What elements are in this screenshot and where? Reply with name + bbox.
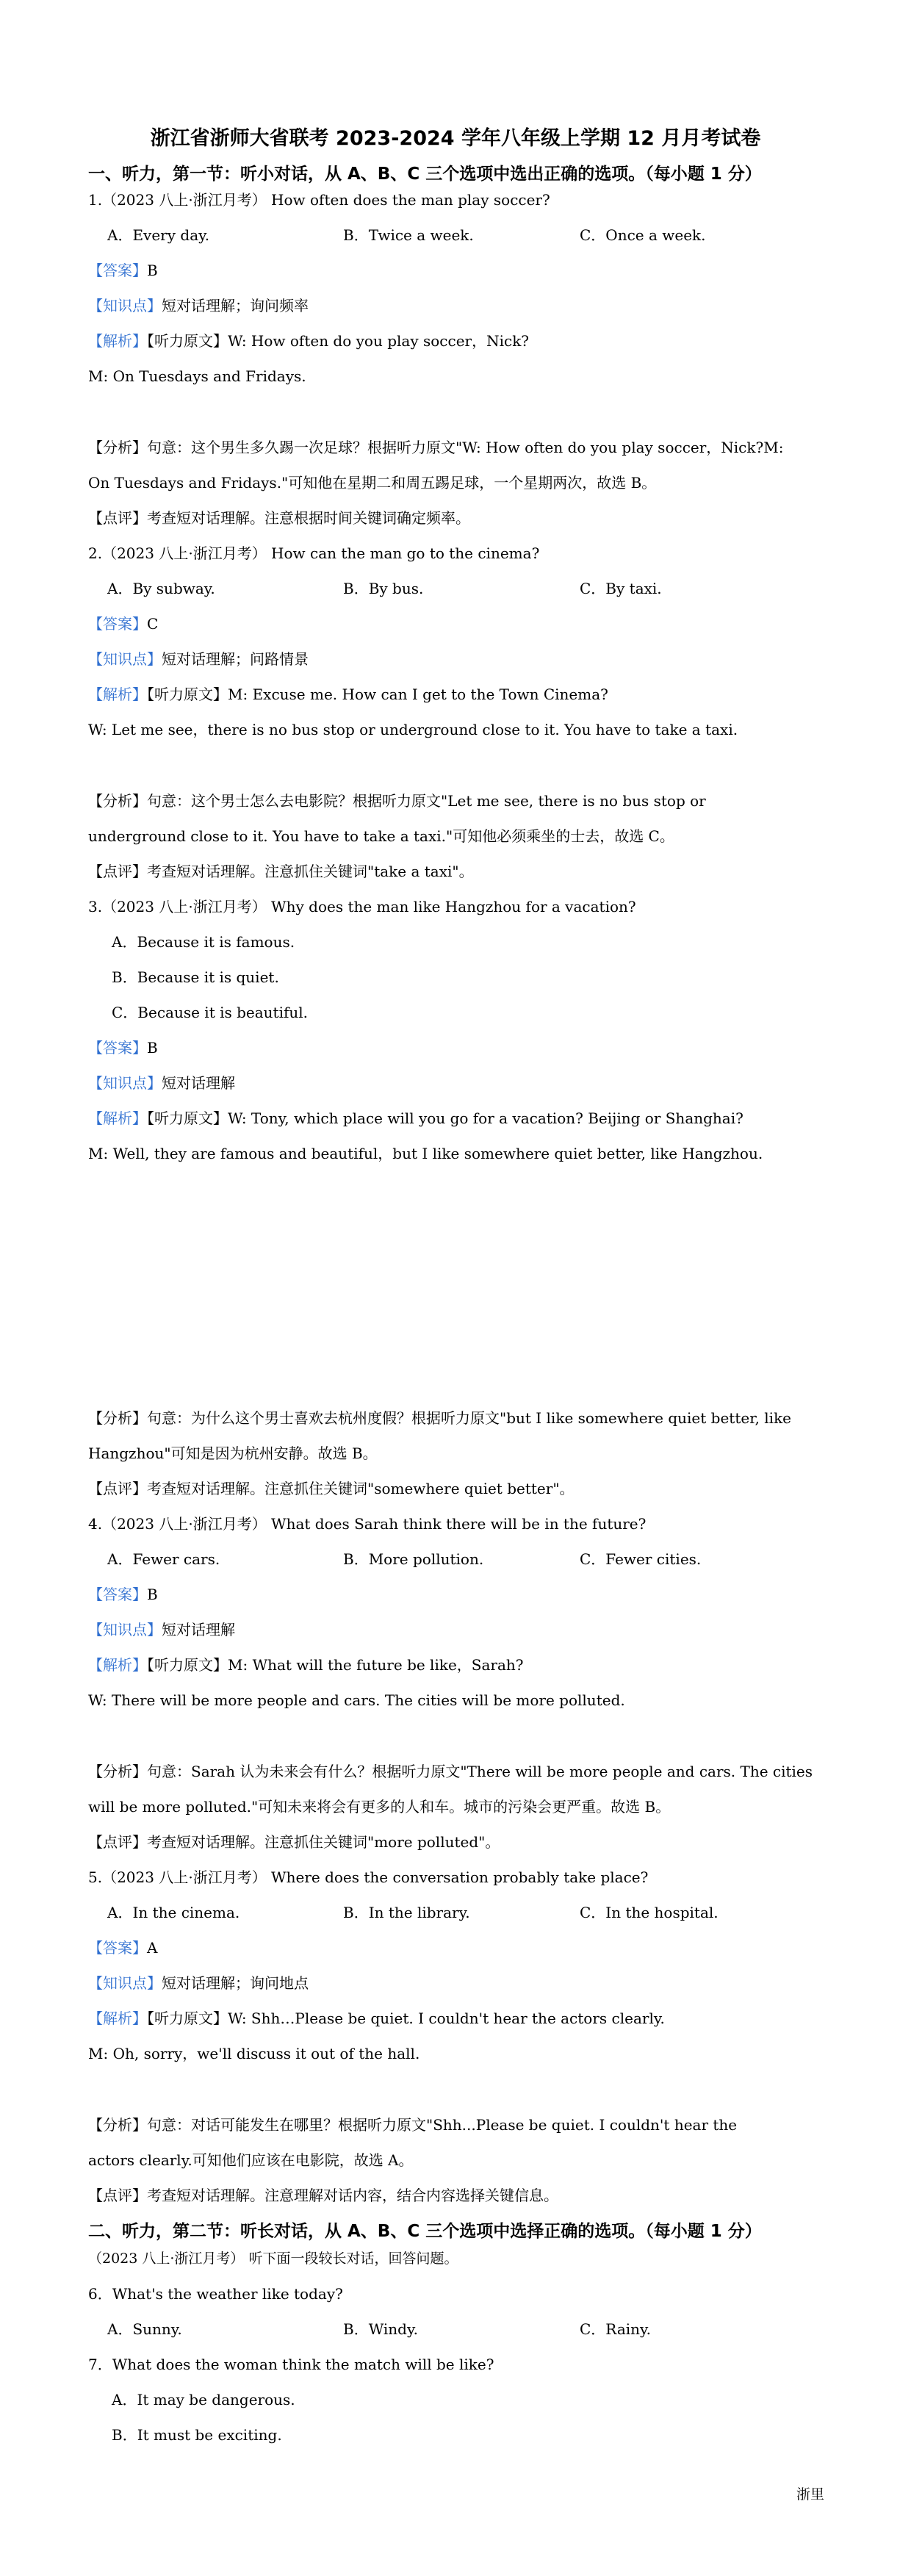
fenxi-line-2: underground close to it. You have to take a taxi."可知他必须乘坐的士去，故选 C。 [88,827,674,845]
answer-tag: 【答案】 [88,262,147,279]
fenxi-tag: 【分析】 [88,2116,147,2134]
question-stem: 2.（2023 八上·浙江月考） How can the man go to the cinema? [88,544,540,562]
option-b: B．By bus. [343,580,424,597]
transcript-line-1: W: How often do you play soccer，Nick? [228,332,530,350]
dianping-tag: 【点评】 [88,863,147,880]
option-b: B．It must be exciting. [112,2426,282,2444]
dianping-line [88,1478,575,1499]
answer-value: B [147,1586,158,1603]
transcript-line-2: W: Let me see，there is no bus stop or underground close to it. You have to take a taxi. [88,721,738,738]
answer-line [88,614,158,634]
answer-tag: 【答案】 [88,615,147,633]
knowledge-value: 短对话理解；问路情景 [162,650,309,668]
question-stem: 6．What's the weather like today? [88,2285,343,2303]
page-title: 浙江省浙师大省联考 2023-2024 学年八年级上学期 12 月月考试卷 [150,127,761,150]
knowledge-tag: 【知识点】 [88,650,162,668]
fenxi-line-1 [88,437,783,458]
analysis-line [88,1655,524,1675]
analysis-tag: 【解析】 [88,686,147,703]
answer-line [88,1037,158,1058]
option-a: A．Every day. [107,226,210,244]
analysis-line [88,2008,665,2029]
dianping-line [88,508,470,528]
section-heading-1: 一、听力，第一节：听小对话，从 A、B、C 三个选项中选出正确的选项。（每小题 1 分） [88,165,762,184]
answer-value: A [147,1939,158,1957]
knowledge-line [88,649,309,669]
knowledge-line [88,295,309,316]
analysis-tag: 【解析】 [88,332,147,350]
analysis-tag: 【解析】 [88,2010,147,2027]
option-a: A．In the cinema. [107,1904,240,1921]
section-heading-2: 二、听力，第二节：听长对话，从 A、B、C 三个选项中选择正确的选项。（每小题 1 分） [88,2222,762,2241]
dianping-text: 考查短对话理解。注意理解对话内容，结合内容选择关键信息。 [147,2187,558,2204]
dianping-line [88,2185,558,2206]
answer-tag: 【答案】 [88,1939,147,1957]
fenxi-line-2: On Tuesdays and Fridays."可知他在星期二和周五踢足球，一个星期两次，故选 B。 [88,474,657,492]
answer-value: B [147,262,158,279]
dianping-line [88,861,474,882]
fenxi-tag: 【分析】 [88,439,147,456]
transcript-line-2: M: Well, they are famous and beautiful，but I like somewhere quiet better, like Hangzhou. [88,1145,763,1162]
answer-tag: 【答案】 [88,1039,147,1057]
fenxi-text: 句意：这个男士怎么去电影院？根据听力原文"Let me see, there is no bus stop or [147,792,706,810]
option-b: B．Because it is quiet. [112,968,279,986]
page-footer: 浙里 [796,2486,825,2503]
option-b: B．More pollution. [343,1550,484,1568]
fenxi-text: 句意：Sarah 认为未来会有什么？根据听力原文"There will be more people and cars. The cities [147,1763,813,1780]
option-c: C．Fewer cities. [580,1550,702,1568]
option-c: C．In the hospital. [580,1904,719,1921]
option-a: A．Because it is famous. [112,933,295,951]
knowledge-value: 短对话理解 [162,1074,235,1092]
answer-line [88,1938,157,1958]
fenxi-line-1 [88,1408,791,1428]
section-2-intro: （2023 八上·浙江月考） 听下面一段较长对话，回答问题。 [88,2251,458,2267]
fenxi-tag: 【分析】 [88,1763,147,1780]
option-a: A．By subway. [107,580,215,597]
option-c: C．Rainy. [580,2320,652,2338]
listen-tag: 【听力原文】 [147,1109,228,1127]
option-b: B．In the library. [343,1904,470,1921]
answer-value: B [147,1039,158,1057]
knowledge-line [88,1073,235,1093]
option-a: A．It may be dangerous. [112,2391,295,2408]
dianping-tag: 【点评】 [88,1833,147,1851]
fenxi-line-2: will be more polluted."可知未来将会有更多的人和车。城市的污染会更严重。故选 B。 [88,1798,671,1816]
analysis-line [88,331,529,351]
transcript-line-2: M: Oh, sorry，we'll discuss it out of the hall. [88,2045,420,2062]
option-b: B．Twice a week. [343,226,474,244]
analysis-tag: 【解析】 [88,1109,147,1127]
transcript-line-2: M: On Tuesdays and Fridays. [88,367,306,385]
option-a: A．Sunny. [107,2320,182,2338]
transcript-line-1: M: Excuse me. How can I get to the Town Cinema? [228,686,608,703]
dianping-text: 考查短对话理解。注意抓住关键词"more polluted"。 [147,1833,500,1851]
fenxi-tag: 【分析】 [88,792,147,810]
knowledge-value: 短对话理解；询问地点 [162,1974,309,1992]
transcript-line-1: W: Tony, which place will you go for a vacation? Beijing or Shanghai? [228,1109,743,1127]
knowledge-value: 短对话理解 [162,1621,235,1638]
dianping-tag: 【点评】 [88,509,147,527]
analysis-line [88,1108,743,1129]
fenxi-line-2: Hangzhou"可知是因为杭州安静。故选 B。 [88,1444,378,1462]
question-stem: 3.（2023 八上·浙江月考） Why does the man like Hangzhou for a vacation? [88,898,636,915]
knowledge-tag: 【知识点】 [88,1074,162,1092]
fenxi-text: 句意：这个男生多久踢一次足球？根据听力原文"W: How often do you play soccer，Nick?M: [147,439,784,456]
knowledge-tag: 【知识点】 [88,1974,162,1992]
answer-line [88,1584,158,1605]
analysis-tag: 【解析】 [88,1656,147,1674]
question-stem: 1.（2023 八上·浙江月考） How often does the man play soccer? [88,191,550,209]
answer-line [88,260,158,281]
dianping-line [88,1832,500,1852]
fenxi-line-1 [88,791,706,811]
listen-tag: 【听力原文】 [147,2010,228,2027]
answer-tag: 【答案】 [88,1586,147,1603]
dianping-text: 考查短对话理解。注意抓住关键词"somewhere quiet better"。 [147,1480,575,1497]
fenxi-line-2: actors clearly.可知他们应该在电影院，故选 A。 [88,2151,414,2169]
question-stem: 5.（2023 八上·浙江月考） Where does the conversation probably take place? [88,1868,649,1886]
analysis-line [88,684,608,705]
answer-value: C [147,615,159,633]
listen-tag: 【听力原文】 [147,1656,228,1674]
option-c: C．Once a week. [580,226,706,244]
dianping-text: 考查短对话理解。注意抓住关键词"take a taxi"。 [147,863,474,880]
knowledge-line [88,1973,309,1993]
fenxi-tag: 【分析】 [88,1409,147,1427]
transcript-line-2: W: There will be more people and cars. The cities will be more polluted. [88,1691,625,1709]
fenxi-line-1 [88,1761,813,1782]
knowledge-value: 短对话理解；询问频率 [162,297,309,314]
fenxi-line-1 [88,2115,737,2135]
option-c: C．By taxi. [580,580,662,597]
option-c: C．Because it is beautiful. [112,1004,309,1021]
dianping-tag: 【点评】 [88,2187,147,2204]
knowledge-tag: 【知识点】 [88,297,162,314]
knowledge-tag: 【知识点】 [88,1621,162,1638]
transcript-line-1: W: Shh…Please be quiet. I couldn't hear the actors clearly. [228,2010,665,2027]
fenxi-text: 句意：为什么这个男士喜欢去杭州度假？根据听力原文"but I like somewhere quiet better, like [147,1409,792,1427]
fenxi-text: 句意：对话可能发生在哪里？根据听力原文"Shh...Please be quiet. I couldn't hear the [147,2116,738,2134]
dianping-text: 考查短对话理解。注意根据时间关键词确定频率。 [147,509,470,527]
transcript-line-1: M: What will the future be like，Sarah? [228,1656,524,1674]
option-a: A．Fewer cars. [107,1550,220,1568]
question-stem: 7．What does the woman think the match will be like? [88,2356,494,2373]
knowledge-line [88,1619,235,1640]
listen-tag: 【听力原文】 [147,686,228,703]
option-b: B．Windy. [343,2320,418,2338]
question-stem: 4.（2023 八上·浙江月考） What does Sarah think there will be in the future? [88,1515,647,1533]
listen-tag: 【听力原文】 [147,332,228,350]
dianping-tag: 【点评】 [88,1480,147,1497]
